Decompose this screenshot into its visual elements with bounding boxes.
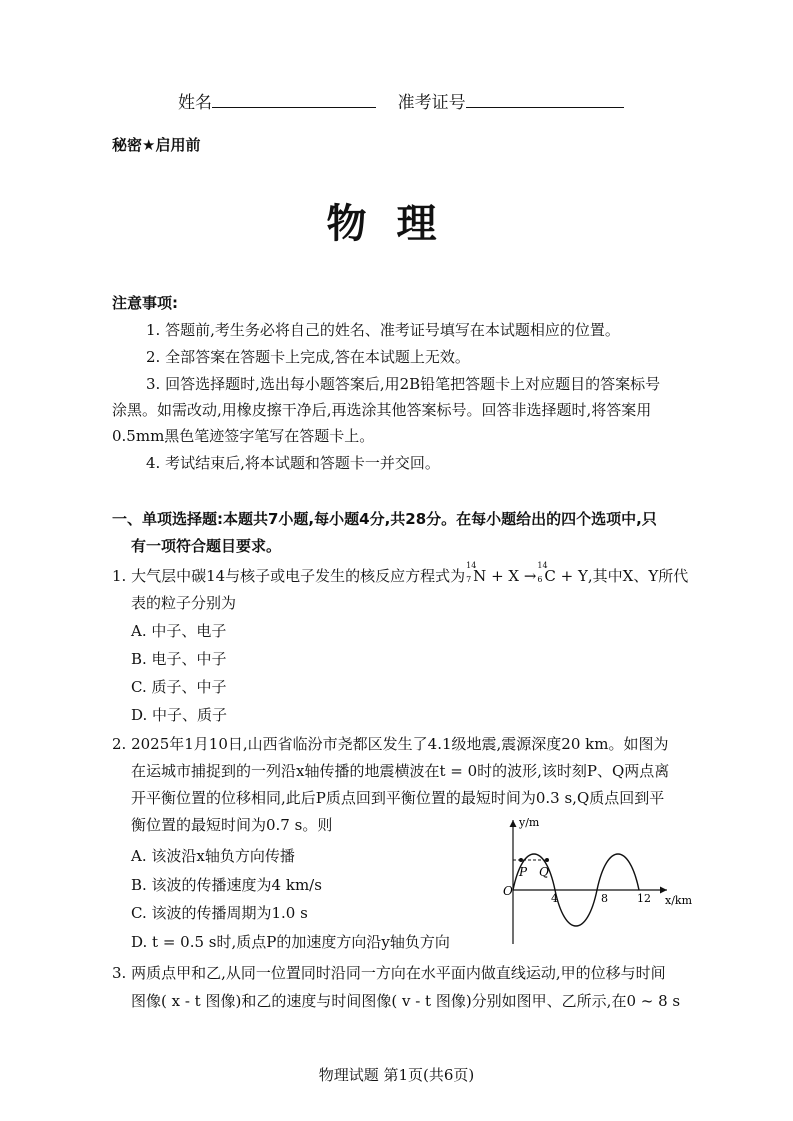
id-label: 准考证号 bbox=[397, 93, 466, 113]
notice-line-1: 1. 答题前,考生务必将自己的姓名、准考证号填写在本试题相应的位置。 bbox=[146, 321, 620, 339]
q1-reaction-left: N + X → bbox=[473, 567, 537, 585]
y-axis-label: y/m bbox=[519, 816, 540, 829]
point-q bbox=[545, 858, 549, 862]
q1-option-c: C. 质子、中子 bbox=[131, 678, 227, 696]
q2-option-c: C. 该波的传播周期为1.0 s bbox=[131, 904, 308, 922]
x-axis-label: x/km bbox=[665, 894, 693, 907]
notice-line-2: 2. 全部答案在答题卡上完成,答在本试题上无效。 bbox=[146, 348, 470, 366]
notice-line-3-end: 0.5mm黑色笔迹签字笔写在答题卡上。 bbox=[112, 427, 375, 445]
q1-text-a: 1. 大气层中碳14与核子或电子发生的核反应方程式为 bbox=[112, 567, 466, 585]
q2-option-d: D. t = 0.5 s时,质点P的加速度方向沿y轴负方向 bbox=[131, 933, 450, 951]
candidate-info-line bbox=[178, 88, 624, 113]
carbon-nuclide bbox=[537, 561, 588, 585]
tick-8: 8 bbox=[601, 892, 608, 905]
notice-heading: 注意事项: bbox=[112, 294, 178, 312]
page-footer: 物理试题 第1页(共6页) bbox=[318, 1066, 475, 1084]
section1-heading-cont: 有一项符合题目要求。 bbox=[131, 537, 282, 555]
c-atomic-number: 6 bbox=[537, 575, 543, 584]
q1-reaction-right: C + Y bbox=[544, 567, 588, 585]
origin-label: O bbox=[503, 884, 513, 898]
q2-line-4: 衡位置的最短时间为0.7 s。则 bbox=[131, 816, 333, 834]
q1-option-b: B. 电子、中子 bbox=[131, 650, 227, 668]
q2-line-2: 在运城市捕捉到的一列沿x轴传播的地震横波在t = 0时的波形,该时刻P、Q两点离 bbox=[131, 762, 670, 780]
c-mass-number: 14 bbox=[537, 561, 548, 570]
notice-line-4: 4. 考试结束后,将本试题和答题卡一并交回。 bbox=[146, 454, 440, 472]
q1-stem-cont: 表的粒子分别为 bbox=[131, 594, 237, 612]
q2-option-a: A. 该波沿x轴负方向传播 bbox=[131, 847, 295, 865]
q2-option-b: B. 该波的传播速度为4 km/s bbox=[131, 876, 322, 894]
q1-text-b: ,其中X、Y所代 bbox=[587, 567, 689, 585]
section1-heading: 一、单项选择题:本题共7小题,每小题4分,共28分。在每小题给出的四个选项中,只 bbox=[112, 510, 657, 528]
n-atomic-number: 7 bbox=[466, 575, 472, 584]
q3-line-2: 图像( x - t 图像)和乙的速度与时间图像( v - t 图像)分别如图甲、乙所示,在0 ~ 8 s bbox=[131, 992, 681, 1010]
page-title: 物理 bbox=[326, 201, 467, 247]
wave-graph bbox=[495, 812, 695, 952]
q3-line-1: 3. 两质点甲和乙,从同一位置同时沿同一方向在水平面内做直线运动,甲的位移与时间 bbox=[112, 964, 666, 982]
tick-4: 4 bbox=[551, 892, 558, 905]
n-mass-number: 14 bbox=[466, 561, 477, 570]
point-p bbox=[519, 858, 523, 862]
name-blank bbox=[212, 93, 376, 108]
q2-line-1: 2. 2025年1月10日,山西省临汾市尧都区发生了4.1级地震,震源深度20 km。如图为 bbox=[112, 735, 669, 753]
q-label: Q bbox=[539, 865, 549, 879]
q1-option-d: D. 中子、质子 bbox=[131, 706, 228, 724]
q1-option-a: A. 中子、电子 bbox=[131, 622, 227, 640]
tick-12: 12 bbox=[637, 892, 651, 905]
id-blank bbox=[466, 93, 624, 108]
notice-line-3: 3. 回答选择题时,选出每小题答案后,用2B铅笔把答题卡上对应题目的答案标号 bbox=[146, 375, 661, 393]
secret-label: 秘密★启用前 bbox=[112, 136, 201, 154]
p-label: P bbox=[519, 865, 528, 879]
q1-stem bbox=[112, 561, 689, 586]
q2-line-3: 开平衡位置的位移相同,此后P质点回到平衡位置的最短时间为0.3 s,Q质点回到平 bbox=[131, 789, 665, 807]
notice-line-3-cont: 涂黑。如需改动,用橡皮擦干净后,再选涂其他答案标号。回答非选择题时,将答案用 bbox=[112, 401, 652, 419]
name-label: 姓名 bbox=[178, 93, 212, 113]
nitrogen-nuclide bbox=[466, 561, 537, 585]
